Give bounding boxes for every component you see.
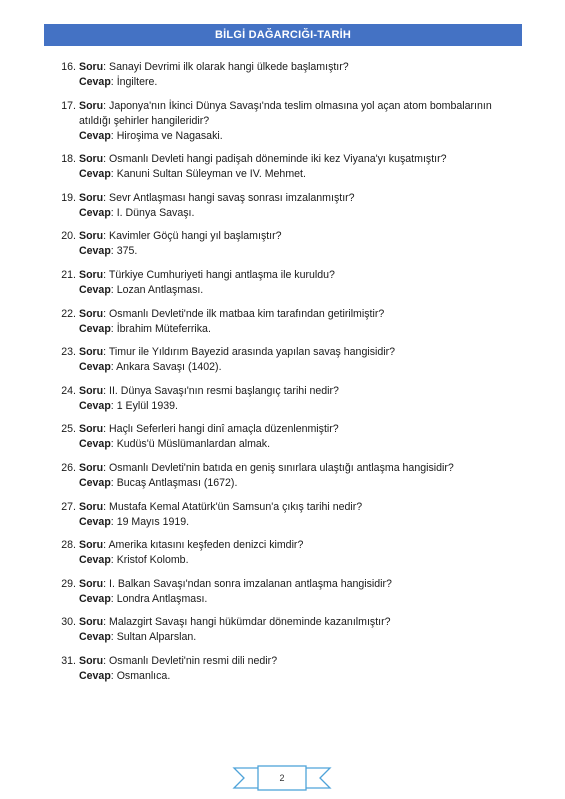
answer-text: Hiroşima ve Nagasaki. bbox=[116, 129, 223, 142]
question-text: Japonya'nın İkinci Dünya Savaşı'nda teslim olmasına yol açan atom bombalarının atıldığı şehirler hangileridir? bbox=[79, 99, 492, 127]
question-row: 19. Soru: Sevr Antlaşması hangi savaş sonrası imzalanmıştır? bbox=[58, 191, 518, 206]
answer-text: Kanuni Sultan Süleyman ve IV. Mehmet. bbox=[116, 168, 306, 181]
question-row: 22. Soru: Osmanlı Devleti'nde ilk matbaa kim tarafından getirilmiştir? bbox=[58, 307, 518, 322]
question-number: 27. bbox=[61, 500, 76, 513]
question-number: 24. bbox=[61, 384, 76, 397]
question-number: 28. bbox=[61, 539, 76, 552]
answer-label: Cevap bbox=[79, 515, 111, 528]
question-row: 26. Soru: Osmanlı Devleti'nin batıda en geniş sınırlara ulaştığı antlaşma hangisidir? bbox=[58, 461, 518, 476]
answer-row: Cevap: 1 Eylül 1939. bbox=[79, 399, 178, 412]
question-label: Soru bbox=[79, 423, 104, 436]
qa-item bbox=[58, 152, 518, 182]
qa-item bbox=[58, 307, 518, 337]
answer-label: Cevap bbox=[79, 129, 111, 142]
qa-item bbox=[58, 577, 518, 607]
answer-row: Cevap: Ankara Savaşı (1402). bbox=[79, 361, 222, 374]
answer-row: Cevap: I. Dünya Savaşı. bbox=[79, 206, 195, 219]
question-row: 25. Soru: Haçlı Seferleri hangi dinî amaçla düzenlenmiştir? bbox=[58, 422, 518, 437]
qa-item bbox=[58, 654, 518, 684]
answer-label: Cevap bbox=[79, 592, 111, 605]
question-text: Türkiye Cumhuriyeti hangi antlaşma ile kuruldu? bbox=[108, 268, 335, 281]
answer-row: Cevap: Bucaş Antlaşması (1672). bbox=[79, 476, 238, 489]
question-row: 21. Soru: Türkiye Cumhuriyeti hangi antlaşma ile kuruldu? bbox=[58, 268, 518, 283]
answer-row: Cevap: Sultan Alparslan. bbox=[79, 631, 197, 644]
question-text: Malazgirt Savaşı hangi hükümdar döneminde kazanılmıştır? bbox=[109, 616, 391, 629]
qa-item bbox=[58, 500, 518, 530]
answer-row: Cevap: 375. bbox=[79, 245, 138, 258]
page-header-banner bbox=[44, 24, 522, 46]
page-number: 2 bbox=[279, 773, 285, 783]
question-label: Soru bbox=[79, 191, 104, 204]
answer-row: Cevap: İngiltere. bbox=[79, 76, 158, 88]
question-text: Timur ile Yıldırım Bayezid arasında yapılan savaş hangisidir? bbox=[108, 346, 396, 359]
question-text: II. Dünya Savaşı'nın resmi başlangıç tarihi nedir? bbox=[109, 384, 339, 397]
question-number: 23. bbox=[61, 346, 76, 359]
question-number: 19. bbox=[61, 191, 76, 204]
answer-text: Ankara Savaşı (1402). bbox=[116, 361, 222, 374]
question-label: Soru bbox=[79, 500, 104, 513]
answer-text: 375. bbox=[116, 245, 138, 258]
answer-text: İngiltere. bbox=[116, 76, 158, 88]
question-text: Amerika kıtasını keşfeden denizci kimdir? bbox=[108, 539, 304, 552]
question-number: 30. bbox=[61, 616, 76, 629]
answer-text: 19 Mayıs 1919. bbox=[116, 515, 190, 528]
answer-text: Kudüs'ü Müslümanlardan almak. bbox=[116, 438, 271, 451]
qa-item bbox=[58, 229, 518, 259]
answer-label: Cevap bbox=[79, 669, 111, 682]
question-label: Soru bbox=[79, 346, 104, 359]
question-text: Osmanlı Devleti hangi padişah döneminde iki kez Viyana'yı kuşatmıştır? bbox=[109, 153, 447, 166]
question-row: 23. Soru: Timur ile Yıldırım Bayezid arasında yapılan savaş hangisidir? bbox=[58, 345, 518, 360]
qa-item bbox=[58, 615, 518, 645]
question-row: 29. Soru: I. Balkan Savaşı'ndan sonra imzalanan antlaşma hangisidir? bbox=[58, 577, 518, 592]
question-label: Soru bbox=[79, 153, 104, 166]
question-label: Soru bbox=[79, 268, 104, 281]
question-row: 24. Soru: II. Dünya Savaşı'nın resmi başlangıç tarihi nedir? bbox=[58, 384, 518, 399]
answer-label: Cevap bbox=[79, 245, 111, 258]
page-header-title: BİLGİ DAĞARCIĞI-TARİH bbox=[215, 29, 351, 41]
question-number: 21. bbox=[61, 268, 76, 281]
qa-item bbox=[58, 345, 518, 375]
question-text: Osmanlı Devleti'nde ilk matbaa kim tarafından getirilmiştir? bbox=[109, 307, 385, 320]
question-label: Soru bbox=[79, 539, 104, 552]
question-number: 17. bbox=[61, 99, 76, 112]
answer-label: Cevap bbox=[79, 76, 111, 88]
answer-label: Cevap bbox=[79, 399, 111, 412]
question-number: 16. bbox=[61, 61, 76, 73]
answer-row: Cevap: 19 Mayıs 1919. bbox=[79, 515, 190, 528]
question-number: 29. bbox=[61, 577, 76, 590]
question-number: 22. bbox=[61, 307, 76, 320]
question-number: 20. bbox=[61, 230, 76, 243]
qa-item bbox=[58, 99, 518, 144]
answer-text: Kristof Kolomb. bbox=[116, 554, 189, 567]
answer-label: Cevap bbox=[79, 361, 111, 374]
question-text: Mustafa Kemal Atatürk'ün Samsun'a çıkış tarihi nedir? bbox=[109, 500, 363, 513]
answer-text: Osmanlıca. bbox=[116, 669, 171, 682]
question-label: Soru bbox=[79, 616, 104, 629]
answer-row: Cevap: İbrahim Müteferrika. bbox=[79, 322, 211, 335]
answer-row: Cevap: Kudüs'ü Müslümanlardan almak. bbox=[79, 438, 271, 451]
answer-row: Cevap: Hiroşima ve Nagasaki. bbox=[79, 129, 223, 142]
question-text: Osmanlı Devleti'nin batıda en geniş sınırlara ulaştığı antlaşma hangisidir? bbox=[109, 461, 454, 474]
question-row: 28. Soru: Amerika kıtasını keşfeden denizci kimdir? bbox=[58, 538, 518, 553]
answer-text: Lozan Antlaşması. bbox=[116, 283, 204, 296]
answer-label: Cevap bbox=[79, 168, 111, 181]
answer-row: Cevap: Kanuni Sultan Süleyman ve IV. Mehmet. bbox=[79, 168, 306, 181]
question-row: 30. Soru: Malazgirt Savaşı hangi hükümdar döneminde kazanılmıştır? bbox=[58, 615, 518, 630]
answer-row: Cevap: Londra Antlaşması. bbox=[79, 592, 208, 605]
question-label: Soru bbox=[79, 99, 104, 112]
question-text: Kavimler Göçü hangi yıl başlamıştır? bbox=[109, 230, 282, 243]
question-row: 17. Soru: Japonya'nın İkinci Dünya Savaşı'nda teslim olmasına yol açan atom bombalarının atıldığı şehirler hangileridir? bbox=[58, 99, 518, 129]
question-label: Soru bbox=[79, 307, 104, 320]
answer-row: Cevap: Osmanlıca. bbox=[79, 669, 171, 682]
answer-label: Cevap bbox=[79, 206, 111, 219]
question-label: Soru bbox=[79, 230, 104, 243]
answer-text: Bucaş Antlaşması (1672). bbox=[116, 476, 238, 489]
question-row: 27. Soru: Mustafa Kemal Atatürk'ün Samsun'a çıkış tarihi nedir? bbox=[58, 500, 518, 515]
question-row: 16. Soru: Sanayi Devrimi ilk olarak hangi ülkede başlamıştır? bbox=[58, 60, 518, 75]
question-number: 31. bbox=[61, 654, 76, 667]
qa-item bbox=[58, 268, 518, 298]
answer-row: Cevap: Lozan Antlaşması. bbox=[79, 283, 204, 296]
question-row: 20. Soru: Kavimler Göçü hangi yıl başlamıştır? bbox=[58, 229, 518, 244]
answer-label: Cevap bbox=[79, 554, 111, 567]
question-number: 26. bbox=[61, 461, 76, 474]
answer-label: Cevap bbox=[79, 631, 111, 644]
question-row: 18. Soru: Osmanlı Devleti hangi padişah döneminde iki kez Viyana'yı kuşatmıştır? bbox=[58, 152, 518, 167]
page-footer bbox=[232, 765, 332, 791]
question-text: I. Balkan Savaşı'ndan sonra imzalanan antlaşma hangisidir? bbox=[109, 577, 392, 590]
answer-text: İbrahim Müteferrika. bbox=[116, 322, 211, 335]
question-number: 25. bbox=[61, 423, 76, 436]
question-label: Soru bbox=[79, 577, 104, 590]
answer-label: Cevap bbox=[79, 322, 111, 335]
question-label: Soru bbox=[79, 654, 104, 667]
qa-item bbox=[58, 422, 518, 452]
question-text: Haçlı Seferleri hangi dinî amaçla düzenlenmiştir? bbox=[109, 423, 339, 436]
question-number: 18. bbox=[61, 153, 76, 166]
qa-item bbox=[58, 538, 518, 568]
answer-label: Cevap bbox=[79, 283, 111, 296]
qa-item bbox=[58, 461, 518, 491]
qa-item bbox=[58, 384, 518, 414]
answer-text: 1 Eylül 1939. bbox=[116, 399, 178, 412]
answer-text: Londra Antlaşması. bbox=[116, 592, 208, 605]
question-text: Sevr Antlaşması hangi savaş sonrası imzalanmıştır? bbox=[109, 191, 355, 204]
answer-text: Sultan Alparslan. bbox=[116, 631, 197, 644]
question-row: 31. Soru: Osmanlı Devleti'nin resmi dili nedir? bbox=[58, 654, 518, 669]
question-text: Sanayi Devrimi ilk olarak hangi ülkede başlamıştır? bbox=[109, 61, 349, 73]
question-list bbox=[58, 60, 518, 693]
answer-text: I. Dünya Savaşı. bbox=[116, 206, 195, 219]
answer-label: Cevap bbox=[79, 476, 111, 489]
question-label: Soru bbox=[79, 384, 104, 397]
answer-label: Cevap bbox=[79, 438, 111, 451]
question-label: Soru bbox=[79, 61, 104, 73]
qa-item bbox=[58, 191, 518, 221]
answer-row: Cevap: Kristof Kolomb. bbox=[79, 554, 189, 567]
question-text: Osmanlı Devleti'nin resmi dili nedir? bbox=[109, 654, 278, 667]
question-label: Soru bbox=[79, 461, 104, 474]
qa-item bbox=[58, 60, 518, 90]
